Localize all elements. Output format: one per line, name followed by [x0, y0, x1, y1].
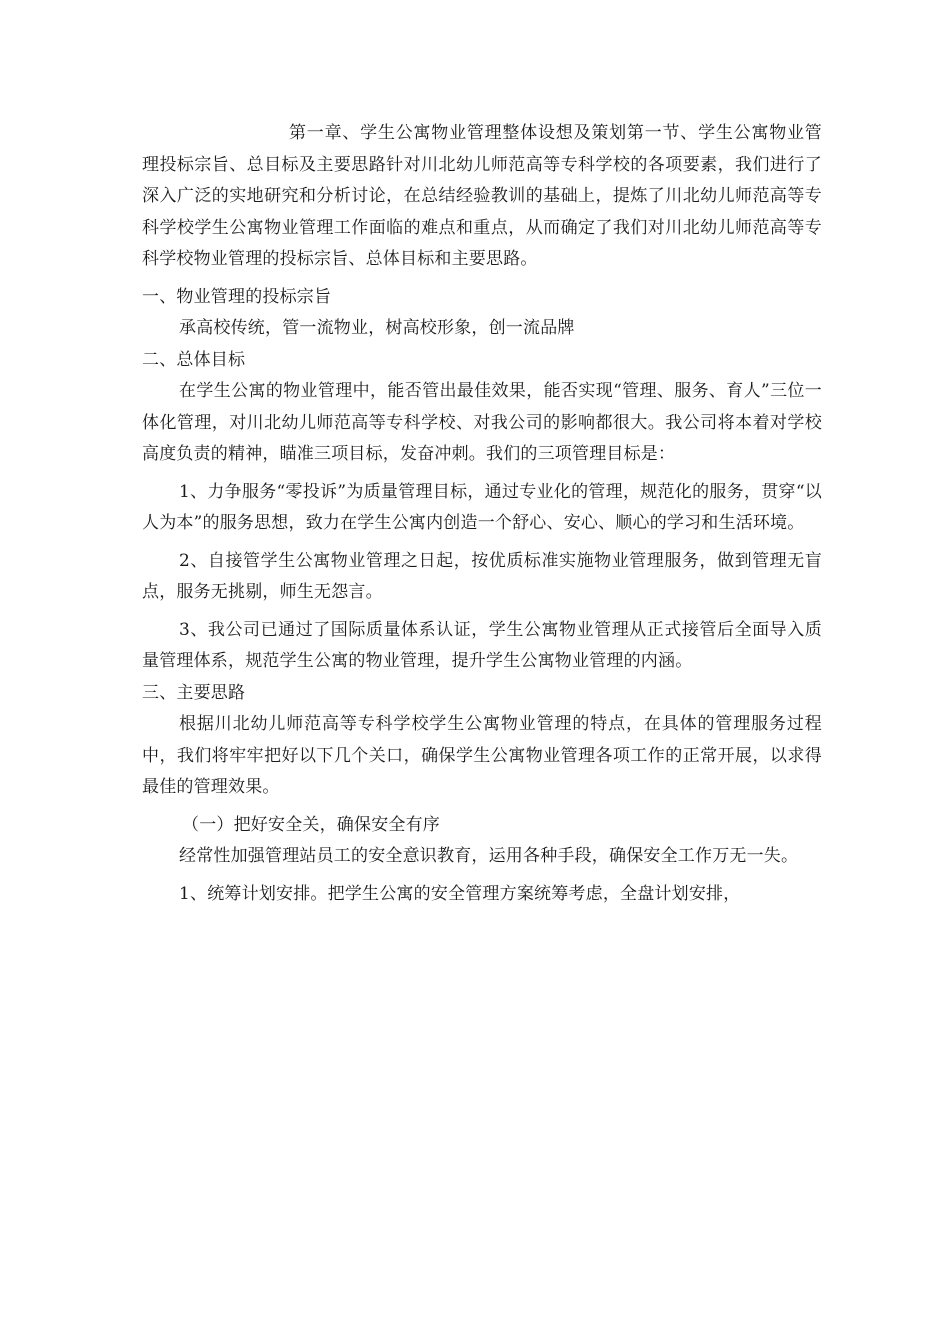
approach-paragraph: 根据川北幼儿师范高等专科学校学生公寓物业管理的特点，在具体的管理服务过程中，我们将牢牢把好以下几个关口，确保学生公寓物业管理各项工作的正常开展，以求得最佳的管理效果。 [142, 714, 822, 797]
section-heading-goals: 二、总体目标 [142, 349, 246, 370]
goal-item-1: 1、力争服务“零投诉”为质量管理目标，通过专业化的管理，规范化的服务，贯穿“以人为本”的服务思想，致力在学生公寓内创造一个舒心、安心、顺心的学习和生活环境。 [142, 481, 822, 533]
goal-item-2: 2、自接管学生公寓物业管理之日起，按优质标准实施物业管理服务，做到管理无盲点，服务无挑剔，师生无怨言。 [142, 550, 822, 602]
goals-intro-paragraph: 在学生公寓的物业管理中，能否管出最佳效果，能否实现“管理、服务、育人”三位一体化管理，对川北幼儿师范高等专科学校、对我公司的影响都很大。我公司将本着对学校高度负责的精神，瞄准三项目标，发奋冲刺。我们的三项管理目标是： [142, 381, 822, 464]
intro-paragraph: 第一章、学生公寓物业管理整体设想及策划第一节、学生公寓物业管理投标宗旨、总目标及主要思路针对川北幼儿师范高等专科学校的各项要素，我们进行了深入广泛的实地研究和分析讨论，在总结经验教训的基础上，提炼了川北幼儿师范高等专科学校学生公寓物业管理工作面临的难点和重点，从而确定了我们对川北幼儿师范高等专科学校物业管理的投标宗旨、总体目标和主要思路。 [142, 123, 822, 269]
safety-item-1: 1、统筹计划安排。把学生公寓的安全管理方案统筹考虑，全盘计划安排， [179, 883, 741, 904]
subsection-heading-safety: （一）把好安全关，确保安全有序 [182, 814, 440, 835]
safety-paragraph: 经常性加强管理站员工的安全意识教育，运用各种手段，确保安全工作万无一失。 [179, 846, 799, 866]
section-heading-approach: 三、主要思路 [142, 682, 246, 703]
section-heading-purpose: 一、物业管理的投标宗旨 [142, 286, 332, 307]
purpose-paragraph: 承高校传统，管一流物业，树高校形象，创一流品牌 [179, 318, 575, 338]
document-page [142, 118, 822, 910]
goal-item-3: 3、我公司已通过了国际质量体系认证，学生公寓物业管理从正式接管后全面导入质量管理体系，规范学生公寓的物业管理，提升学生公寓物业管理的内涵。 [142, 619, 822, 671]
